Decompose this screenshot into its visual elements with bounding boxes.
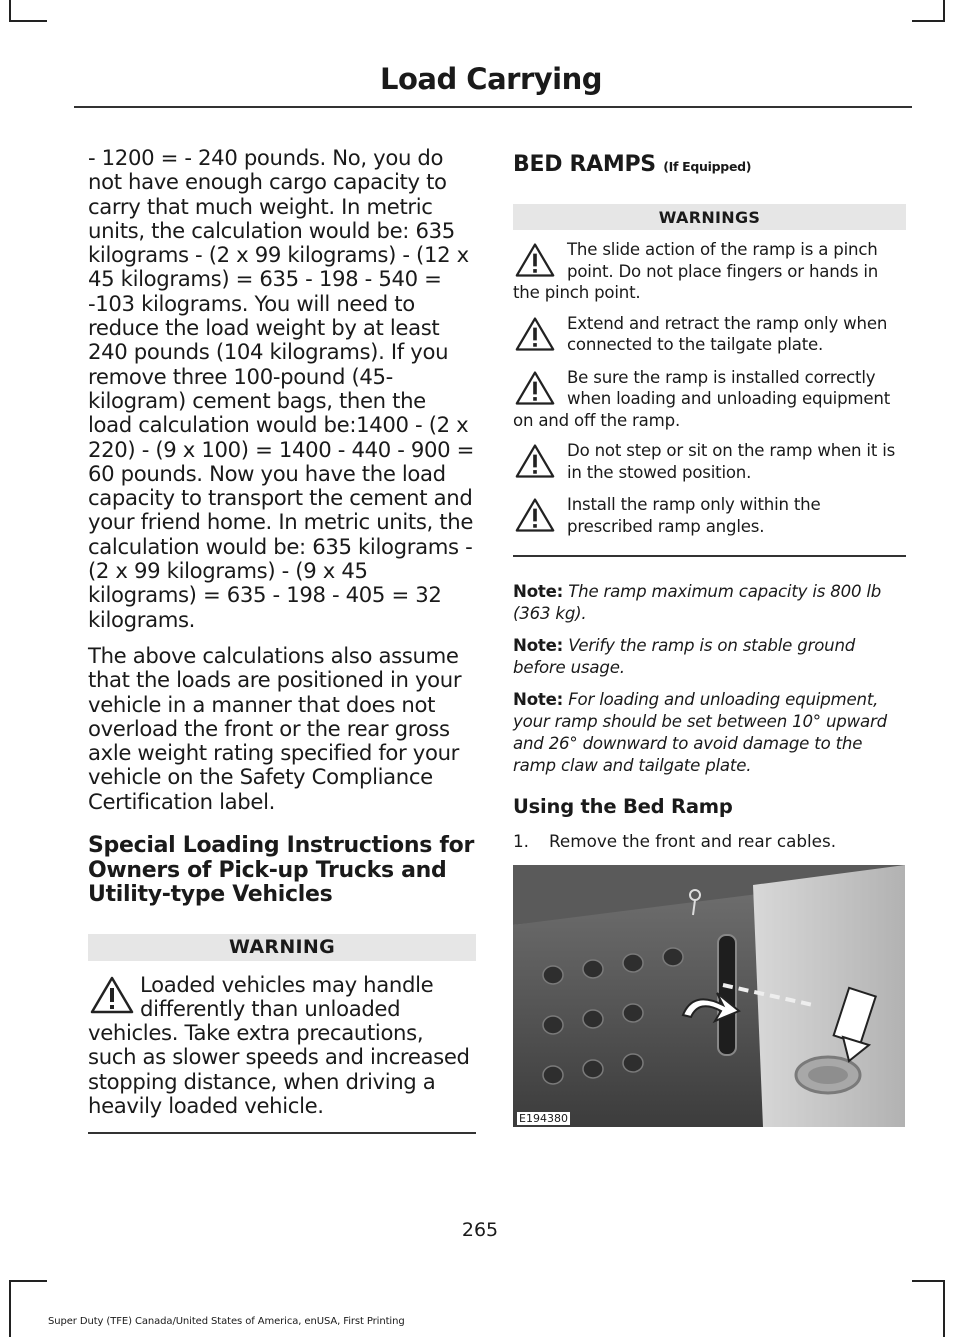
note-text: The ramp maximum capacity is 800 lb (363 kg). bbox=[513, 582, 882, 623]
step-text: Remove the front and rear cables. bbox=[549, 831, 837, 851]
crop-mark bbox=[912, 1280, 945, 1282]
figure-label: E194380 bbox=[519, 1112, 568, 1125]
warning-triangle-icon bbox=[515, 316, 555, 352]
warning-text: Install the ramp only within the prescribed ramp angles. bbox=[567, 495, 821, 536]
right-column bbox=[513, 146, 906, 1127]
left-column bbox=[88, 146, 476, 1134]
warning-item bbox=[513, 367, 906, 432]
warning-triangle-icon bbox=[515, 443, 555, 479]
warning-text: Be sure the ramp is installed correctly when loading and unloading equipment on and off the ramp. bbox=[513, 367, 891, 430]
note-label: Note: bbox=[513, 636, 564, 655]
page-title: Load Carrying bbox=[379, 62, 602, 96]
section-heading-text: BED RAMPS bbox=[513, 152, 656, 177]
note-label: Note: bbox=[513, 582, 564, 601]
note-text: For loading and unloading equipment, your ramp should be set between 10° upward and 26° downward to avoid damage to the ramp claw and tailgate plate. bbox=[513, 690, 887, 775]
warning-item bbox=[88, 973, 476, 1119]
page-number: 265 bbox=[461, 1219, 499, 1241]
crop-mark bbox=[912, 20, 945, 22]
warning-text: Extend and retract the ramp only when connected to the tailgate plate. bbox=[567, 313, 888, 354]
step-item bbox=[513, 831, 906, 851]
warning-item bbox=[513, 494, 906, 539]
warning-item bbox=[513, 440, 906, 485]
section-divider bbox=[88, 1132, 476, 1134]
step-number: 1. bbox=[513, 831, 530, 851]
heading-suffix: (If Equipped) bbox=[663, 159, 752, 174]
warning-item bbox=[513, 239, 906, 304]
note bbox=[513, 635, 906, 679]
subheading: Using the Bed Ramp bbox=[513, 795, 733, 818]
crop-mark bbox=[9, 1280, 11, 1337]
section-heading bbox=[513, 152, 906, 177]
warning-text: Loaded vehicles may handle differently than unloaded vehicles. Take extra precautions, such as slower speeds and increased stopping distance, when driving a heavily loaded vehicle. bbox=[88, 971, 470, 1118]
warning-triangle-icon bbox=[515, 370, 555, 406]
warning-triangle-icon bbox=[515, 242, 555, 278]
warning-triangle-icon bbox=[515, 497, 555, 533]
note bbox=[513, 689, 906, 777]
note-label: Note: bbox=[513, 690, 564, 709]
paragraph: The above calculations also assume that the loads are positioned in your vehicle in a manner that does not overload the front or the rear gross axle weight rating specified for your vehicle on the Safety Compliance Certification label. bbox=[88, 642, 462, 814]
warning-triangle-icon bbox=[90, 976, 134, 1014]
warning-text: Do not step or sit on the ramp when it is in the stowed position. bbox=[567, 441, 896, 482]
footer-text: Super Duty (TFE) Canada/United States of America, enUSA, First Printing bbox=[48, 1316, 405, 1327]
crop-mark bbox=[9, 0, 11, 22]
ramp-illustration-graphic bbox=[513, 865, 905, 1127]
warning-header: WARNING bbox=[88, 934, 476, 961]
note-text: Verify the ramp is on stable ground before usage. bbox=[513, 636, 856, 677]
warnings-header: WARNINGS bbox=[513, 204, 906, 230]
crop-mark bbox=[9, 20, 47, 22]
header-divider bbox=[74, 106, 912, 108]
section-heading: Special Loading Instructions for Owners of Pick-up Trucks and Utility-type Vehicles bbox=[88, 833, 475, 908]
notes bbox=[513, 581, 906, 777]
section-divider bbox=[513, 555, 906, 557]
warning-text: The slide action of the ramp is a pinch point. Do not place fingers or hands in the pinch point. bbox=[513, 240, 879, 302]
ramp-illustration bbox=[513, 865, 905, 1127]
paragraph: - 1200 = - 240 pounds. No, you do not have enough cargo capacity to carry that much weight. In metric units, the calculation would be: 635 kilograms - (2 x 99 kilograms) - (12 x 45 kilograms) = 635 - 198 - 540 = -103 kilograms. You will need to reduce the load weight by at least 240 pounds (104 kilograms). If you remove three 100-pound (45-kilogram) cement bags, then the load calculation would be:1400 - (2 x 220) - (9 x 100) = 1400 - 440 - 900 = 60 pounds. Now you have the load capacity to transport the cement and your friend home. In metric units, the calculation would be: 635 kilograms - (2 x 99 kilograms) - (9 x 45 kilograms) = 635 - 198 - 405 = 32 kilograms. bbox=[88, 145, 475, 632]
crop-mark bbox=[943, 1280, 945, 1337]
note bbox=[513, 581, 906, 625]
crop-mark bbox=[9, 1280, 47, 1282]
crop-mark bbox=[943, 0, 945, 22]
warning-item bbox=[513, 313, 906, 358]
